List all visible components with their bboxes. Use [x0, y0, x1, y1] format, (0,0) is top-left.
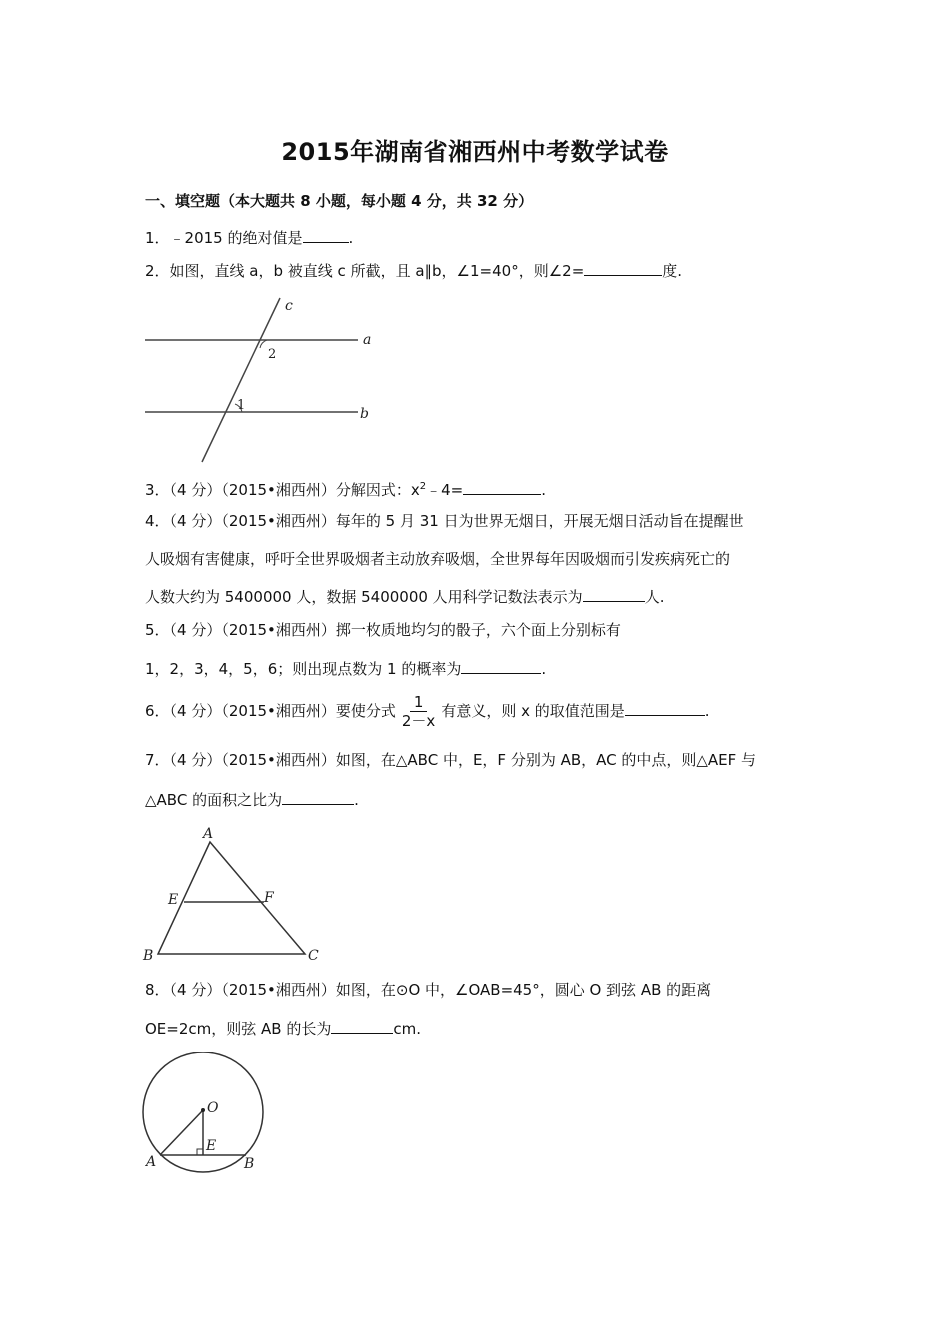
label-A-circle: A [146, 1154, 157, 1170]
page-title: 2015年湖南省湘西州中考数学试卷 [281, 138, 669, 166]
answer-blank-6[interactable] [625, 700, 705, 716]
label-c: c [285, 298, 293, 314]
center-point [201, 1108, 205, 1112]
question-2-end: 度. [662, 262, 683, 280]
fraction [398, 693, 439, 730]
label-F: F [264, 890, 274, 906]
question-4-end: 人. [644, 588, 665, 606]
question-1 [145, 227, 353, 248]
question-7-line-1: 7．（4 分）（2015•湘西州）如图，在△ABC 中，E，F 分别为 AB，AC 的中点，则△AEF 与 [145, 751, 757, 769]
question-3-rest: ﹣4= [426, 481, 464, 499]
question-3-end: . [541, 481, 547, 499]
question-5-text: 1，2，3，4，5，6；则出现点数为 1 的概率为 [145, 660, 462, 678]
triangle-figure [140, 822, 330, 964]
fraction-numerator: 1 [410, 693, 428, 712]
fraction-denominator: 2－x [401, 712, 436, 730]
answer-blank-1[interactable] [303, 227, 349, 243]
label-angle-2: 2 [268, 347, 277, 362]
question-4-line-2: 人吸烟有害健康，呼吁全世界吸烟者主动放弃吸烟，全世界每年因吸烟而引发疾病死亡的 [145, 550, 731, 568]
label-E-circle: E [206, 1138, 217, 1154]
question-1-text: 1．﹣2015 的绝对值是 [145, 229, 303, 247]
label-O: O [207, 1100, 219, 1116]
question-4-text: 人数大约为 5400000 人，数据 5400000 人用科学记数法表示为 [145, 588, 583, 606]
question-4-line-3 [145, 586, 664, 607]
answer-blank-5[interactable] [461, 658, 541, 674]
question-7-text: △ABC 的面积之比为 [145, 791, 283, 809]
question-2-text: 2．如图，直线 a，b 被直线 c 所截，且 a∥b，∠1=40°，则∠2= [145, 262, 585, 280]
question-8-text: OE=2cm，则弦 AB 的长为 [145, 1020, 332, 1038]
section-heading: 一、填空题（本大题共 8 小题，每小题 4 分，共 32 分） [145, 192, 534, 210]
question-6-text: 6．（4 分）（2015•湘西州）要使分式 [145, 702, 396, 720]
question-8-end: cm. [393, 1020, 421, 1038]
question-6 [145, 692, 710, 730]
answer-blank-4[interactable] [583, 586, 645, 602]
answer-blank-2[interactable] [584, 260, 662, 276]
angle-2-arc [260, 340, 267, 348]
answer-blank-3[interactable] [463, 479, 541, 495]
segment-oa [160, 1110, 203, 1155]
answer-blank-7[interactable] [282, 789, 354, 805]
question-6-rest: 有意义，则 x 的取值范围是 [441, 702, 625, 720]
question-8-line-1: 8．（4 分）（2015•湘西州）如图，在⊙O 中，∠OAB=45°，圆心 O 到弦 AB 的距离 [145, 981, 712, 999]
question-5-line-1: 5．（4 分）（2015•湘西州）掷一枚质地均匀的骰子，六个面上分别标有 [145, 621, 621, 639]
question-7-end: . [354, 791, 359, 809]
line-c [202, 298, 280, 462]
triangle-abc [158, 842, 305, 954]
question-1-end: . [348, 229, 354, 247]
label-C: C [308, 948, 319, 964]
label-B-circle: B [244, 1156, 255, 1172]
label-E: E [168, 892, 179, 908]
question-3-text: 3．（4 分）（2015•湘西州）分解因式：x [145, 481, 420, 499]
right-angle-mark [197, 1149, 203, 1155]
answer-blank-8[interactable] [331, 1018, 393, 1034]
question-5-end: . [541, 660, 547, 678]
label-angle-1: 1 [237, 398, 246, 413]
parallel-lines-figure [140, 292, 380, 464]
question-4-line-1: 4．（4 分）（2015•湘西州）每年的 5 月 31 日为世界无烟日，开展无烟日活动旨在提醒世 [145, 512, 744, 530]
question-3 [145, 477, 546, 500]
label-A: A [203, 826, 214, 842]
label-b: b [360, 406, 369, 422]
exponent: 2 [419, 481, 427, 492]
question-6-end: . [704, 702, 710, 720]
circle-figure [138, 1052, 278, 1176]
question-7-line-2 [145, 789, 359, 810]
question-5-line-2 [145, 658, 546, 679]
question-8-line-2 [145, 1018, 421, 1039]
question-2 [145, 260, 682, 281]
label-B: B [143, 948, 154, 964]
label-a: a [363, 332, 372, 348]
